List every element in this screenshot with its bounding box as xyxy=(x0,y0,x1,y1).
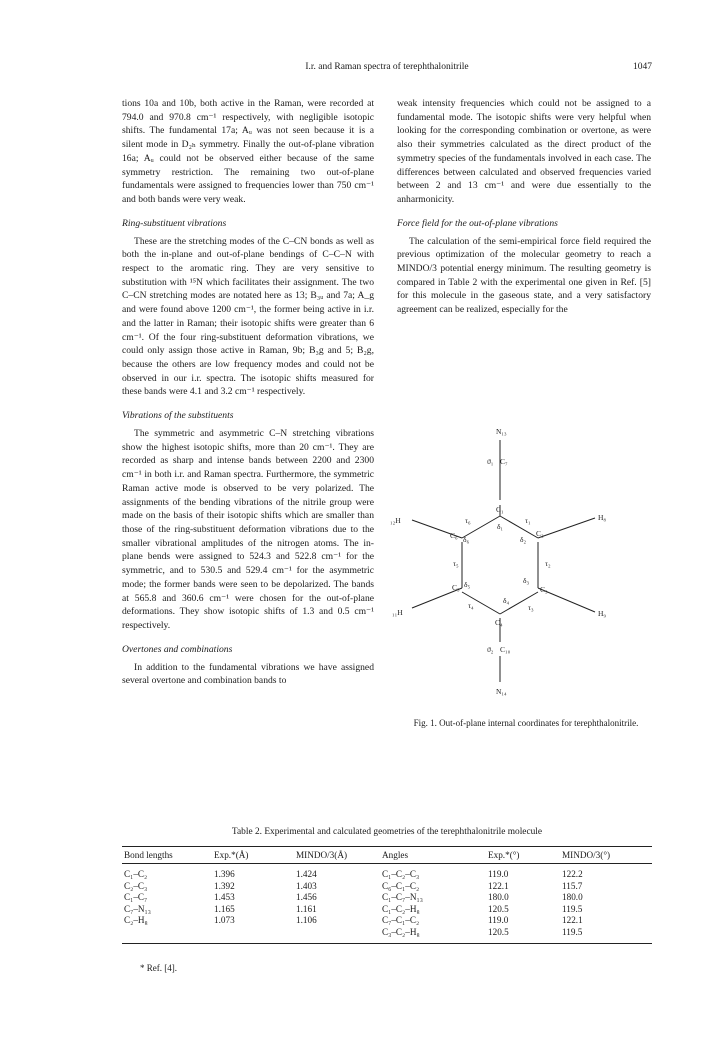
atom-label-c3: C₃ xyxy=(540,585,548,594)
atom-label-c4: C₄ xyxy=(495,618,503,627)
table-header: Angles xyxy=(380,847,486,864)
table-row xyxy=(122,892,652,904)
geometry-table xyxy=(122,846,652,944)
atom-label-c10: C₁₀ xyxy=(500,645,511,654)
section-heading: Ring-substituent vibrations xyxy=(122,217,227,229)
atom-label-c7: C₇ xyxy=(500,457,508,466)
table-row xyxy=(122,864,652,881)
figure-caption: Fig. 1. Out-of-plane internal coordinates for terephthalonitrile. xyxy=(413,718,639,728)
delta6-label: δ₆ xyxy=(463,535,470,544)
running-title: I.r. and Raman spectra of terephthalonitrile xyxy=(305,62,469,72)
page-number: 1047 xyxy=(633,62,652,72)
table-cell: 115.7 xyxy=(562,880,583,891)
table-cell: 1.456 xyxy=(296,892,317,903)
section-heading: Vibrations of the substituents xyxy=(122,410,234,422)
tau6-label: τ₆ xyxy=(465,516,471,525)
table-cell: 1.424 xyxy=(296,869,317,879)
table-cell: 119.5 xyxy=(562,903,583,914)
table-row xyxy=(122,904,652,916)
table-cell: 122.2 xyxy=(562,869,583,879)
table-cell: 119.5 xyxy=(560,927,652,943)
table-cell: C₇–N₁₃ xyxy=(124,903,151,914)
delta5-label: δ₅ xyxy=(464,580,471,589)
paragraph: tions 10a and 10b, both active in the Raman, were recorded at 794.0 and 970.8 cm⁻¹ respectively, with negligible isotopic shifts. The fundamental 17a; Aᵤ was not seen because it is a silent mode in D₂ₕ symmetry. Finally the out-of-plane vibration 16a; Aᵤ could not be observed either because of the same symmetry restriction. The remaining two out-of-plane fundamentals were assigned to frequencies lower than 750 cm⁻¹ and both bands were very weak. xyxy=(122,98,374,205)
paragraph: The calculation of the semi-empirical force field required the previous optimization of the molecular geometry to reach a MINDO/3 potential energy minimum. The resulting geometry is compared in Table 2 with the experimental one given in Ref. [5] for this molecule in the gaseous state, and a very satisfactory agreement can be realized, especially for the xyxy=(397,235,651,316)
right-column xyxy=(397,97,651,317)
table-cell: 1.161 xyxy=(296,903,317,914)
table-cell: 180.0 xyxy=(562,892,583,903)
table-cell: C₂–H₈ xyxy=(124,915,148,926)
table-cell: C₁–C₂–C₃ xyxy=(382,869,420,879)
table-header: Exp.*(°) xyxy=(486,847,560,864)
table-cell: 1.453 xyxy=(214,892,235,903)
table-cell: C₆–C₁–C₂ xyxy=(382,880,420,891)
atom-label-n13: N₁₃ xyxy=(496,427,507,436)
delta4-label: δ₄ xyxy=(503,596,510,605)
atom-label-c5: C₅ xyxy=(452,583,460,592)
table-cell xyxy=(294,927,380,943)
table-cell: C₁–C₂–H₈ xyxy=(382,903,420,914)
paragraph: These are the stretching modes of the C–CN bonds as well as both the in-plane and out-of-plane bendings of C–C–N with respect to the aromatic ring. They are very sensitive to substitution with ¹⁵N which facilitates their assignment. The two C–CN stretching modes are notated here as 13; B₃ᵤ and 7a; A_g and were found above 1200 cm⁻¹, the former being active in i.r. and the latter in Raman; their isotopic shifts were greater than 6 cm⁻¹. Of the four ring-substituent deformation vibrations, we could only assign those active in Raman, 9b; B₃g and 5; B₂g, because the others are low frequency modes and could not be observed in our i.r. spectra. The isotopic shifts measured for these bands were 4.1 and 3.2 cm⁻¹ respectively. xyxy=(122,235,374,398)
tau4-label: τ₄ xyxy=(468,601,474,610)
delta1-label: δ₁ xyxy=(497,522,504,531)
section-heading: Force field for the out-of-plane vibrations xyxy=(397,217,558,229)
table-cell xyxy=(122,927,212,943)
tau2-label: τ₂ xyxy=(545,559,551,568)
atom-label-h11: ₁₁H xyxy=(392,608,403,617)
table-cell: 119.0 xyxy=(488,915,509,926)
atom-label-h9: H₉ xyxy=(598,609,607,618)
tau5-label: τ₅ xyxy=(453,559,459,568)
table-cell: 1.073 xyxy=(214,915,235,926)
table-header: Bond lengths xyxy=(122,847,212,864)
atom-label-c6: C₆ xyxy=(450,531,458,540)
atom-label-n14: N₁₄ xyxy=(496,687,507,696)
table-cell: 1.396 xyxy=(214,869,235,879)
table-footnote: * Ref. [4]. xyxy=(140,963,177,973)
table-cell: C₁–C₂ xyxy=(124,869,148,879)
paragraph: In addition to the fundamental vibrations we have assigned several overtone and combination bands to xyxy=(122,661,374,687)
figure-molecule-diagram xyxy=(380,420,670,700)
atom-label-c2: C₂ xyxy=(536,529,544,538)
table-cell: C₇–C₁–C₂ xyxy=(382,915,420,926)
table-cell: C₁–C₇ xyxy=(124,892,148,903)
paragraph: The symmetric and asymmetric C–N stretching vibrations show the highest isotopic shifts, more than 20 cm⁻¹. They are recorded as sharp and intense bands between 2200 and 2300 cm⁻¹ in both i.r. and Raman spectra. Furthermore, the symmetric Raman active mode is observed to be very polarized. The assignments of the bending vibrations of the nitrile group were made on the basis of their isotopic shifts which are smaller than those of the ring-substituent deformation vibrations due to the smaller vibrational amplitudes of the nitrogen atoms. The in-plane bends were assigned to 524.3 and 522.8 cm⁻¹ for the symmetric, and to 530.5 and 529.4 cm⁻¹ for the asymmetric mode; the former bands were seen to be depolarized. The bands at 565.8 and 360.6 cm⁻¹ were chosen for the out-of-plane deformations. They show isotopic shifts of 1.3 and 0.5 cm⁻¹ respectively. xyxy=(122,428,374,631)
table-cell: 119.0 xyxy=(488,869,509,879)
running-header xyxy=(122,62,652,76)
table-cell: 1.106 xyxy=(296,915,317,926)
table-header: MINDO/3(°) xyxy=(560,847,652,864)
atom-label-h12: ₁₂H xyxy=(390,516,401,525)
theta1-label: ϑ₁ xyxy=(487,457,494,466)
table-cell: 1.403 xyxy=(296,880,317,891)
section-heading: Overtones and combinations xyxy=(122,643,233,655)
tau3-label: τ₃ xyxy=(528,603,534,612)
table-header: Exp.*(Å) xyxy=(212,847,294,864)
table-row xyxy=(122,881,652,893)
table-cell: 122.1 xyxy=(488,880,509,891)
table-cell: 180.0 xyxy=(488,892,509,903)
paragraph: weak intensity frequencies which could not be assigned to a fundamental mode. The isotopic shifts were very helpful when looking for the corresponding combination or overtone, as were also their symmetries calculated as the direct product of the symmetry species of the fundamentals involved in each case. The differences between calculated and observed frequencies varied between 2 and 13 cm⁻¹ and were due essentially to the anharmonicity. xyxy=(397,98,651,205)
table-cell: C₂–C₃ xyxy=(124,880,148,891)
table-cell: 1.165 xyxy=(214,903,235,914)
table-row xyxy=(122,915,652,927)
atom-label-h8: H₈ xyxy=(598,513,607,522)
delta2-label: δ₂ xyxy=(520,535,527,544)
table-header-row xyxy=(122,847,652,864)
table-row xyxy=(122,927,652,943)
table-cell: 120.5 xyxy=(486,927,560,943)
table-cell: C₁–C₇–N₁₃ xyxy=(382,892,423,903)
delta3-label: δ₃ xyxy=(523,576,530,585)
theta2-label: ϑ₂ xyxy=(487,645,494,654)
atom-label-c1: C₁ xyxy=(496,505,504,514)
table-cell xyxy=(212,927,294,943)
table-cell: C₃–C₂–H₈ xyxy=(380,927,486,943)
tau1-label: τ₁ xyxy=(525,516,531,525)
table-cell: 1.392 xyxy=(214,880,235,891)
table-caption: Table 2. Experimental and calculated geometries of the terephthalonitrile molecule xyxy=(231,827,543,837)
table-cell: 120.5 xyxy=(488,903,509,914)
left-column xyxy=(122,97,374,688)
table-header: MINDO/3(Å) xyxy=(294,847,380,864)
table-cell: 122.1 xyxy=(562,915,583,926)
